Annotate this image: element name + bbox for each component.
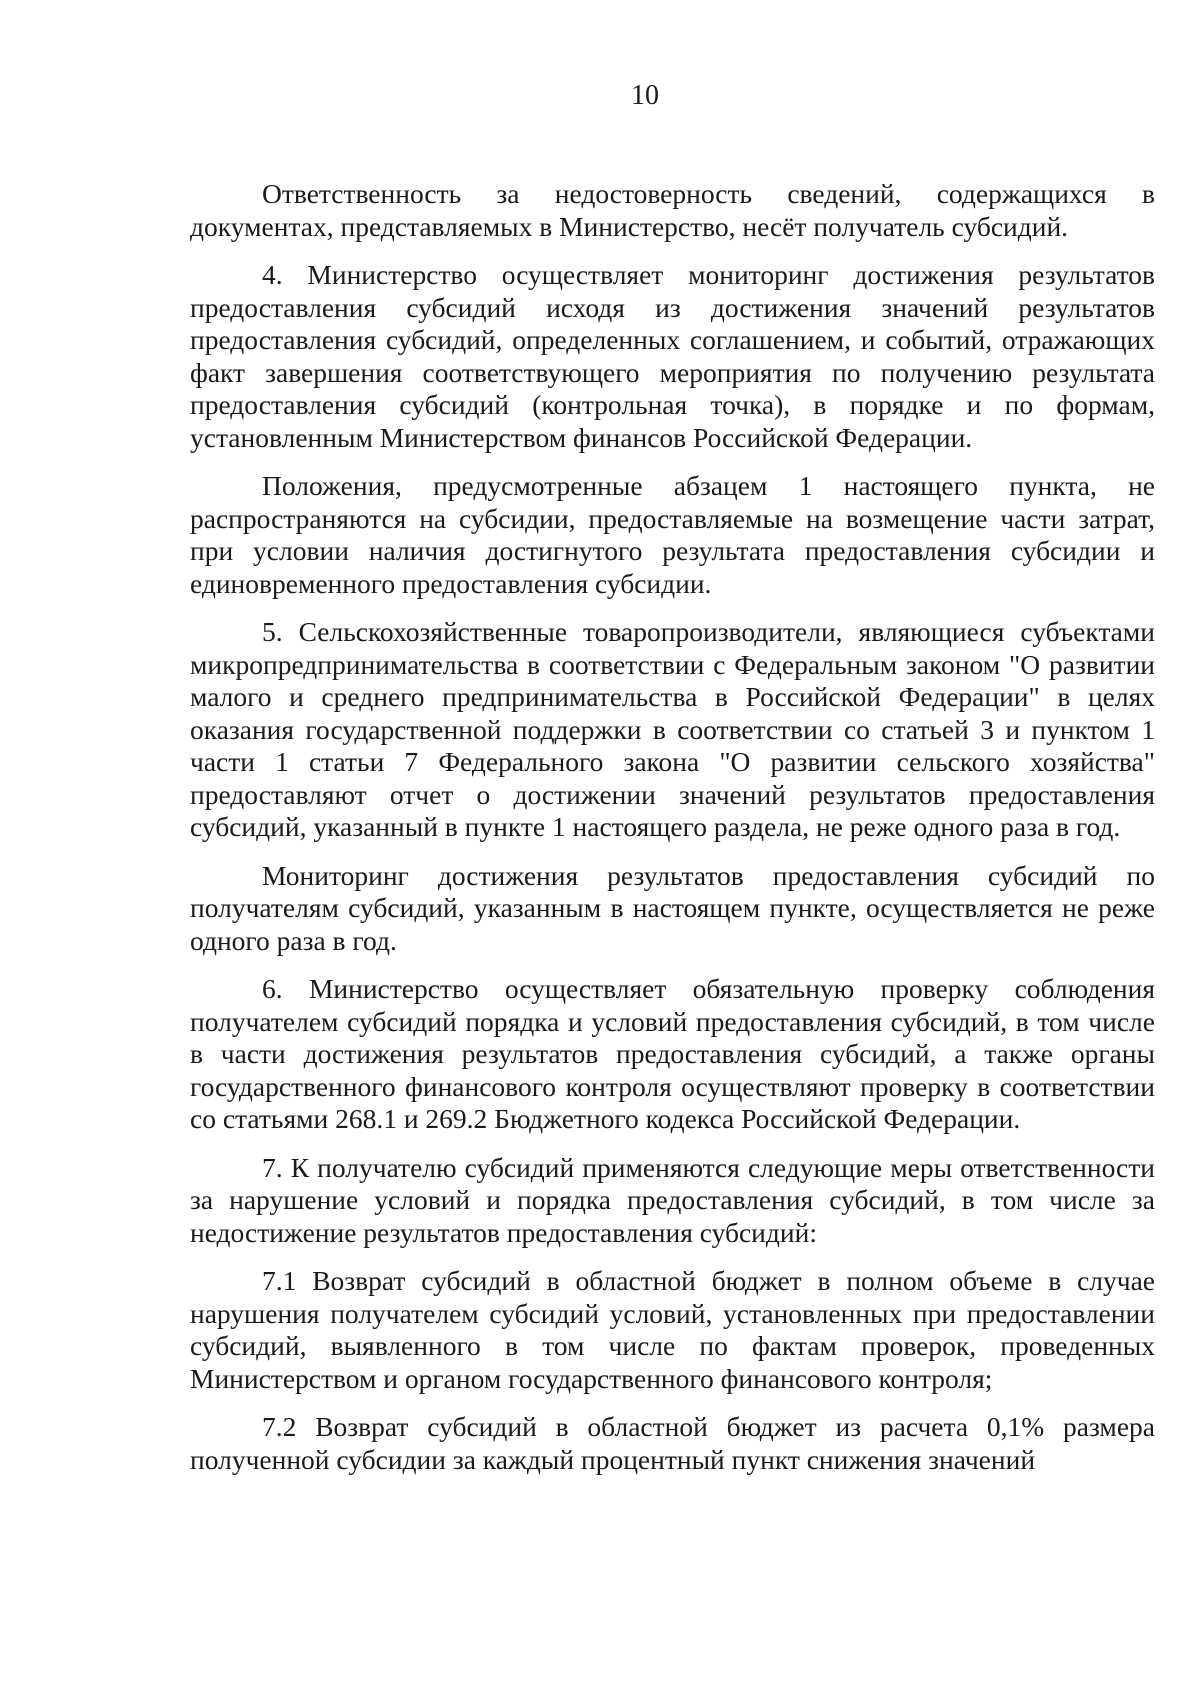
- paragraph-responsibility: Ответственность за недостоверность сведений, содержащихся в документах, представляемых в Министерство, несёт получатель субсидий.: [190, 178, 1155, 242]
- document-body: [190, 178, 1155, 1476]
- paragraph-4-exemption: Положения, предусмотренные абзацем 1 настоящего пункта, не распространяются на субсидии, предоставляемые на возмещение части затрат, при условии наличия достигнутого результата предоставления субсидии и единовременного предоставления субсидии.: [190, 470, 1155, 599]
- paragraph-7-2-refund: 7.2 Возврат субсидий в областной бюджет из расчета 0,1% размера полученной субсидии за каждый процентный пункт снижения значений: [190, 1411, 1155, 1475]
- paragraph-5-monitoring: Мониторинг достижения результатов предоставления субсидий по получателям субсидий, указанным в настоящем пункте, осуществляется не реже одного раза в год.: [190, 859, 1155, 956]
- paragraph-4-monitoring: 4. Министерство осуществляет мониторинг достижения результатов предоставления субсидий исходя из достижения значений результатов предоставления субсидий, определенных соглашением, и событий, отражающих факт завершения соответствующего мероприятия по получению результата предоставления субсидий (контрольная точка), в порядке и по формам, установленным Министерством финансов Российской Федерации.: [190, 259, 1155, 453]
- page-number: 10: [631, 80, 659, 111]
- paragraph-5-producers: 5. Сельскохозяйственные товаропроизводители, являющиеся субъектами микропредпринимательства в соответствии с Федеральным законом "О развитии малого и среднего предпринимательства в Российской Федерации" в целях оказания государственной поддержки в соответствии со статьей 3 и пунктом 1 части 1 статьи 7 Федерального закона "О развитии сельского хозяйства" предоставляют отчет о достижении значений результатов предоставления субсидий, указанный в пункте 1 настоящего раздела, не реже одного раза в год.: [190, 616, 1155, 842]
- paragraph-7-1-refund: 7.1 Возврат субсидий в областной бюджет в полном объеме в случае нарушения получателем субсидий условий, установленных при предоставлении субсидий, выявленного в том числе по фактам проверок, проведенных Министерством и органом государственного финансового контроля;: [190, 1265, 1155, 1394]
- paragraph-6-inspection: 6. Министерство осуществляет обязательную проверку соблюдения получателем субсидий порядка и условий предоставления субсидий, в том числе в части достижения результатов предоставления субсидий, а также органы государственного финансового контроля осуществляют проверку в соответствии со статьями 268.1 и 269.2 Бюджетного кодекса Российской Федерации.: [190, 973, 1155, 1134]
- paragraph-7-measures: 7. К получателю субсидий применяются следующие меры ответственности за нарушение условий и порядка предоставления субсидий, в том числе за недостижение результатов предоставления субсидий:: [190, 1151, 1155, 1248]
